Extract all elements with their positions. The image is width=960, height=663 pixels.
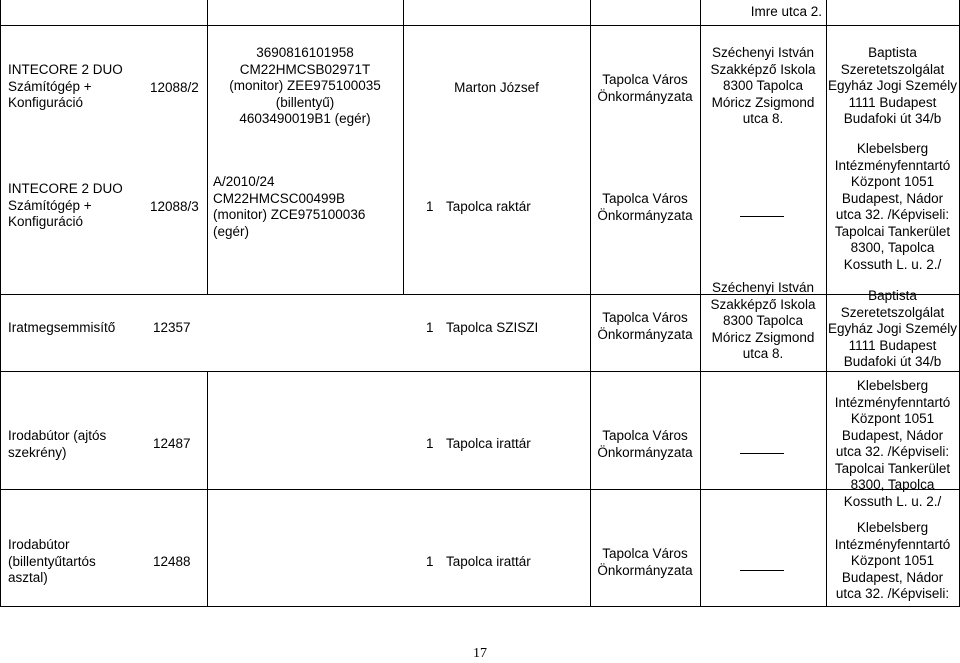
item-owner: Tapolca Város Önkormányzata	[597, 546, 693, 578]
item-name: Iratmegsemmisítő	[8, 320, 116, 335]
item-code: 12088/3	[150, 199, 199, 214]
item-owner: Tapolca Város Önkormányzata	[597, 191, 693, 223]
item-operator: Széchenyi István Szakképző Iskola 8300 Tapolca Móricz Zsigmond utca 8.	[710, 280, 816, 361]
item-quantity: 1	[426, 436, 434, 451]
item-location: Tapolca irattár	[446, 436, 531, 451]
empty-dash	[740, 453, 784, 454]
item-owner: Tapolca Város Önkormányzata	[597, 72, 693, 104]
item-operator: Széchenyi István Szakképző Iskola 8300 Tapolca Móricz Zsigmond utca 8.	[710, 45, 816, 126]
grid-vline	[0, 0, 1, 607]
item-maintainer: Klebelsberg Intézményfenntartó Központ 1051 Budapest, Nádor utca 32. /Képviseli: Tapolcai Tankerület 8300, Tapolca Kossuth L. u. 2./	[834, 141, 951, 272]
item-owner: Tapolca Város Önkormányzata	[597, 428, 693, 460]
item-location: Tapolca raktár	[446, 199, 531, 214]
grid-hline	[0, 371, 960, 372]
item-location: Tapolca irattár	[446, 554, 531, 569]
item-quantity: 1	[426, 320, 434, 335]
item-maintainer: Baptista Szeretetszolgálat Egyház Jogi Személy 1111 Budapest Budafoki út 34/b	[827, 288, 958, 369]
grid-hline	[0, 606, 960, 607]
item-maintainer: Klebelsberg Intézményfenntartó Központ 1051 Budapest, Nádor utca 32. /Képviseli: Tapolcai Tankerület 8300, Tapolca Kossuth L. u. 2./	[834, 378, 951, 509]
item-name: INTECORE 2 DUO Számítógép + Konfiguráció	[8, 62, 123, 110]
item-maintainer: Klebelsberg Intézményfenntartó Központ 1051 Budapest, Nádor utca 32. /Képviseli:	[834, 520, 951, 601]
empty-dash	[740, 570, 784, 571]
item-name: INTECORE 2 DUO Számítógép + Konfiguráció	[8, 181, 123, 229]
grid-hline	[0, 25, 960, 26]
item-location: Tapolca SZISZI	[446, 320, 539, 335]
grid-vline	[403, 0, 404, 294]
empty-dash	[740, 216, 784, 217]
item-location: Marton József	[454, 80, 539, 95]
item-code: 12487	[153, 436, 191, 451]
item-owner: Tapolca Város Önkormányzata	[597, 310, 693, 342]
item-name: Irodabútor (billentyűtartós asztal)	[8, 537, 96, 585]
grid-hline	[0, 489, 960, 490]
item-details: 3690816101958 CM22HMCSB02971T (monitor) ZEE975100035 (billentyű) 4603490019B1 (egér)	[229, 45, 381, 126]
page-number: 17	[473, 646, 487, 661]
item-details: A/2010/24 CM22HMCSC00499B (monitor) ZCE975100036 (egér)	[213, 174, 366, 239]
item-quantity: 1	[426, 554, 434, 569]
header-address-tail: Imre utca 2.	[750, 4, 822, 19]
item-name: Irodabútor (ajtós szekrény)	[8, 428, 107, 460]
item-maintainer: Baptista Szeretetszolgálat Egyház Jogi Személy 1111 Budapest Budafoki út 34/b	[827, 45, 958, 126]
item-code: 12488	[153, 554, 191, 569]
item-code: 12088/2	[150, 80, 199, 95]
item-quantity: 1	[426, 199, 434, 214]
item-code: 12357	[153, 320, 191, 335]
